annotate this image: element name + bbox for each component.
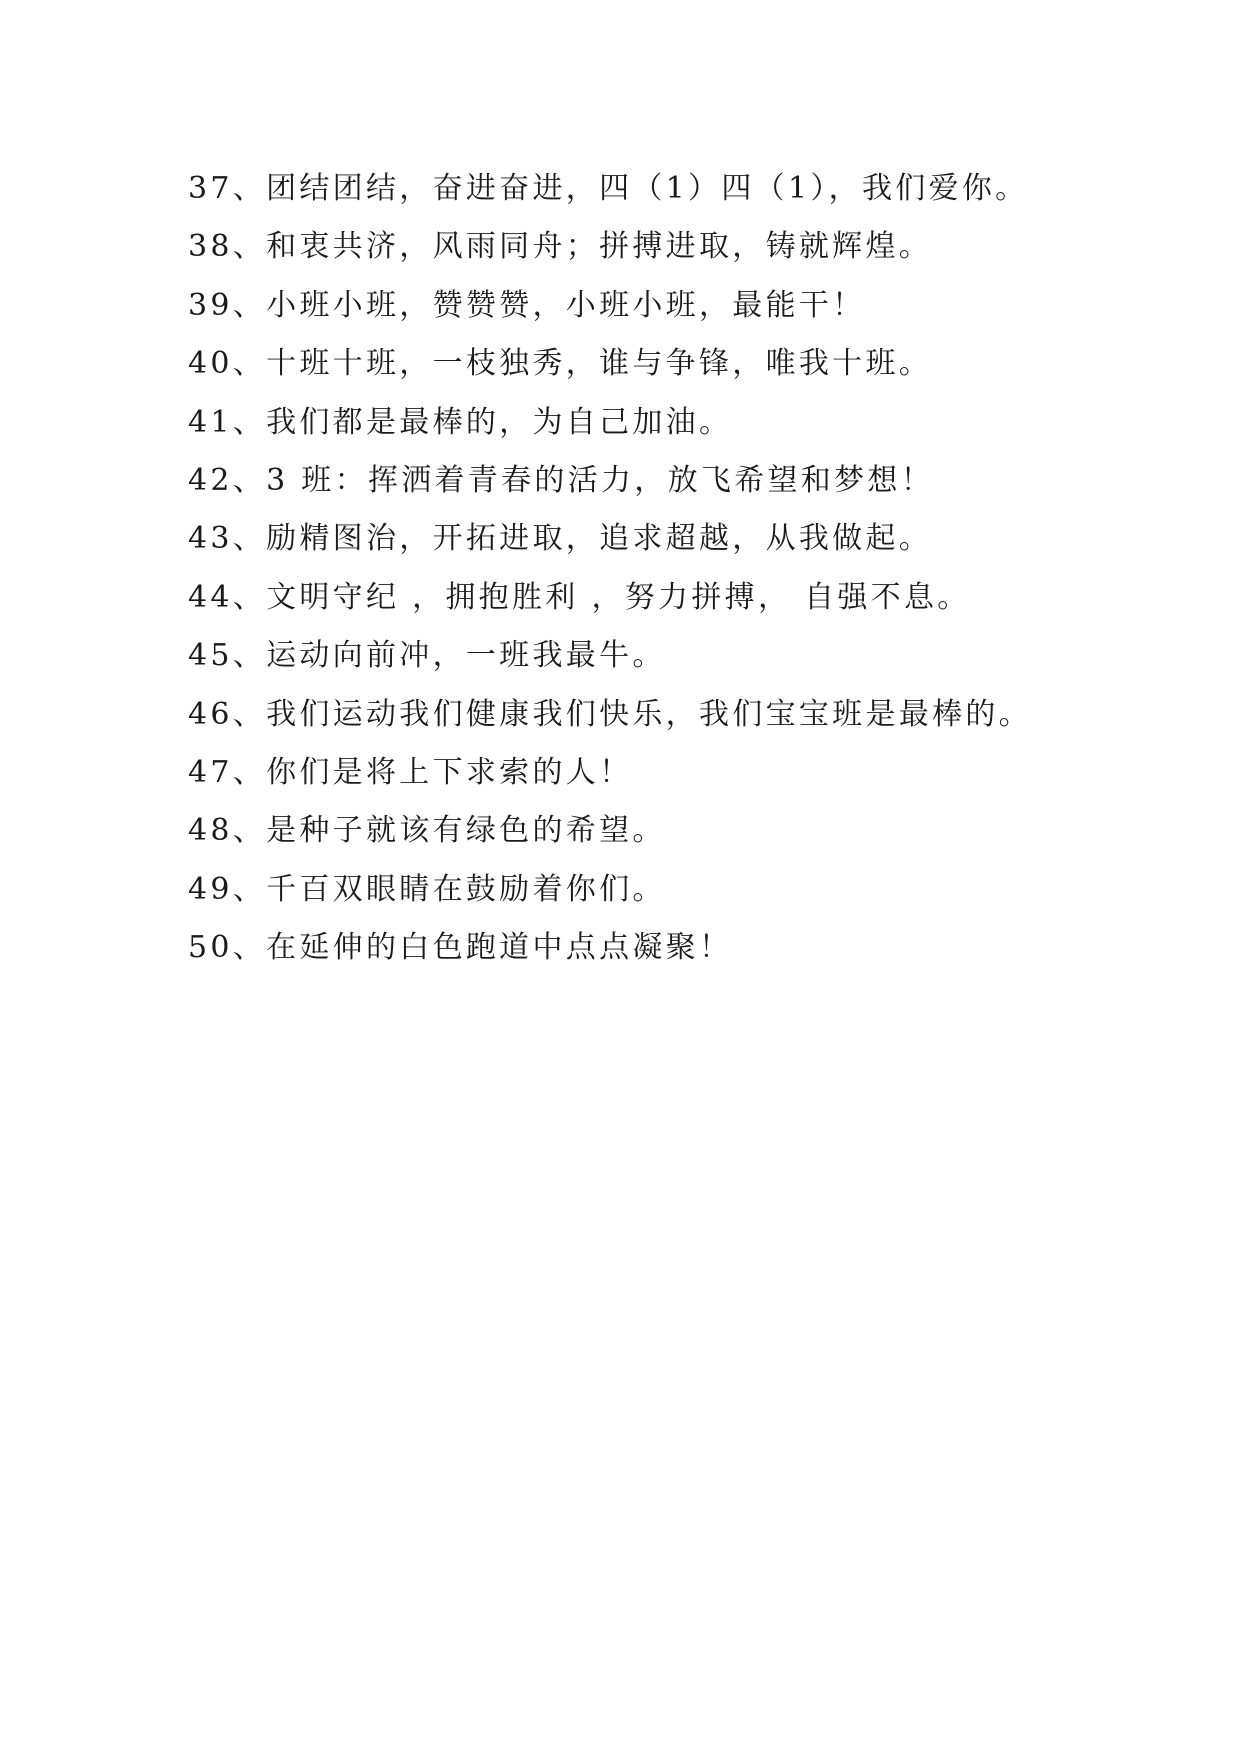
slogan-line-43: 43、励精图治，开拓进取，追求超越，从我做起。 bbox=[188, 521, 933, 557]
slogan-line-46: 46、我们运动我们健康我们快乐，我们宝宝班是最棒的。 bbox=[188, 696, 1032, 732]
slogan-line-49: 49、千百双眼睛在鼓励着你们。 bbox=[188, 871, 666, 907]
slogan-line-47: 47、你们是将上下求索的人！ bbox=[188, 754, 633, 790]
slogan-line-48: 48、是种子就该有绿色的希望。 bbox=[188, 813, 666, 849]
slogan-line-40: 40、十班十班，一枝独秀，谁与争锋，唯我十班。 bbox=[188, 346, 933, 382]
slogan-line-39: 39、小班小班，赞赞赞，小班小班，最能干！ bbox=[188, 287, 866, 323]
slogan-line-37: 37、团结团结，奋进奋进，四（1）四（1），我们爱你。 bbox=[188, 171, 1029, 206]
slogan-line-41: 41、我们都是最棒的，为自己加油。 bbox=[188, 404, 733, 440]
slogan-line-44: 44、文明守纪 ，拥抱胜利 ，努力拼搏， 自强不息。 bbox=[188, 579, 971, 615]
slogan-list bbox=[188, 160, 1088, 977]
slogan-line-42: 42、3 班：挥洒着青春的活力，放飞希望和梦想！ bbox=[188, 462, 934, 498]
slogan-line-50: 50、在延伸的白色跑道中点点凝聚！ bbox=[188, 930, 733, 966]
slogan-line-45: 45、运动向前冲，一班我最牛。 bbox=[188, 638, 666, 674]
slogan-line-38: 38、和衷共济，风雨同舟；拼搏进取，铸就辉煌。 bbox=[188, 229, 933, 265]
